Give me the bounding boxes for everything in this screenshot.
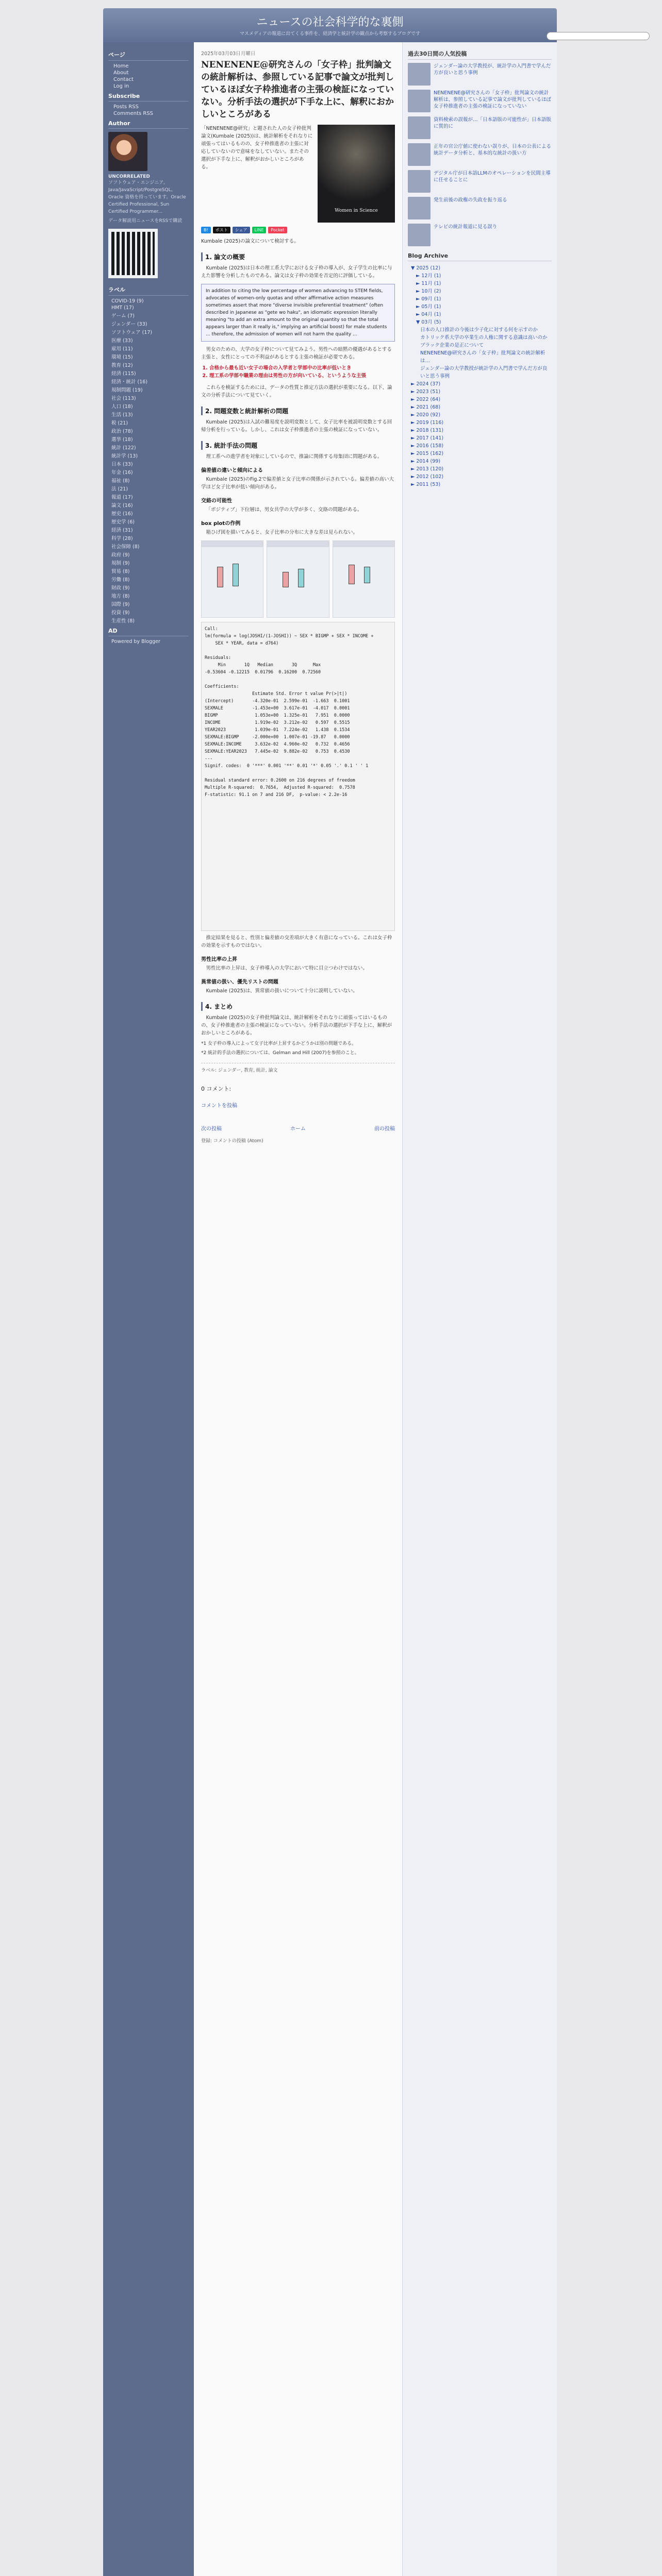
box-plot-box bbox=[364, 567, 370, 583]
home-link[interactable]: ホーム bbox=[290, 1126, 306, 1132]
subheading-2-paragraph: 「ポジティブ」下位層は、男女共学の大学が多く、交絡の問題がある。 bbox=[206, 507, 362, 513]
regression-output: Call: lm(formula = log(JOSHI/(1-JOSHI)) ~ SEX * BIGMP + SEX * INCOME + SEX * YEAR, data = d764) Residuals: Min 1Q Median 3Q Max -0.53604 -0.12215 0.01796 0.16200 0.72560 Coefficients: Estimate Std. Error t value Pr(>|t|) (Intercept) -4.320e-01 2.599e-01 -1.663 0.1001 SEXMALE -1.453e+00 3.617e-01 -4.017 0.0001 BIGMP 1.053e+00 1.325e-01 7.951 0.0000 INCOME 1.919e-02 3.212e-02 0.597 0.5515 YEAR2023 1.039e-01 7.224e-02 1.438 0.1534 SEXMALE:BIGMP -2.000e+00 1.007e-01 -19.87 0.0000 SEXMALE:INCOME 3.632e-02 4.960e-02 0.732 0.4656 SEXMALE:YEAR2023 7.445e-02 9.882e-02 0.753 0.4530 --- Signif. codes: 0 '***' 0.001 '**' 0.01 '*' 0.05 '.' 0.1 ' ' 1 Residual standard error: 0.2600 on 216 degrees of freedom Multiple R-squared: 0.7654, Adjusted R-squared: 0.7578 F-statistic: 91.1 on 7 and 216 DF, p-value: < 2.2e-16 bbox=[201, 622, 395, 931]
label-link[interactable]: 教育 (12) bbox=[111, 363, 133, 368]
archive-year-link[interactable]: ► 2024 (37) bbox=[411, 381, 441, 387]
popular-post[interactable] bbox=[408, 63, 552, 86]
footnote: *2 統計的手法の選択については、Gelman and Hill (2007)を参照のこと。 bbox=[201, 1050, 359, 1056]
hatena-bookmark-button[interactable]: B! bbox=[201, 227, 211, 233]
popular-post-title[interactable]: ジェンダー論の大学教授が、統計学の入門書で学んだ方が良いと思う事例 bbox=[434, 63, 551, 76]
label-link[interactable]: 人口 (18) bbox=[111, 404, 133, 410]
popular-post-thumbnail[interactable] bbox=[408, 224, 431, 246]
popular-post-thumbnail[interactable] bbox=[408, 116, 431, 139]
popular-post-title[interactable]: デジタル庁が日本語LLMのオペレーションを民間主導に任せることに bbox=[434, 171, 551, 183]
subheading-1-paragraph: Kumbale (2025)のFig.2で偏差値と女子比率の関係が示されている。偏差値の高い大学ほど女子比率が低い傾向がある。 bbox=[201, 477, 394, 490]
label-link[interactable]: 歴史学 (6) bbox=[111, 519, 135, 525]
section-3-paragraph-2: 推定結果を見ると、性別と偏差値の交差項が大きく有意になっている。これは女子枠の効果を示すものではない。 bbox=[201, 935, 392, 948]
archive-year-link[interactable]: ► 2012 (102) bbox=[411, 474, 444, 480]
popular-post[interactable] bbox=[408, 90, 552, 112]
posts-rss-link[interactable]: Posts RSS bbox=[113, 104, 139, 110]
label-link[interactable]: 社会保障 (8) bbox=[111, 544, 140, 550]
popular-post-thumbnail[interactable] bbox=[408, 143, 431, 166]
box-plot-box bbox=[349, 565, 355, 584]
popular-post-thumbnail[interactable] bbox=[408, 170, 431, 193]
label-link[interactable]: 国際 (9) bbox=[111, 602, 130, 607]
section-1-paragraph-2: 男女のための、大学の女子枠について見てみよう。男性への暗黙の優遇があるとする主張と、女性にとっての不利益があるとする主張の検証が必要である。 bbox=[201, 347, 392, 360]
box-plot-panel bbox=[201, 540, 263, 618]
popular-post[interactable] bbox=[408, 224, 552, 246]
hero-image-caption: Women in Science bbox=[335, 208, 378, 213]
popular-post[interactable] bbox=[408, 197, 552, 219]
popular-post-title[interactable]: 資料検索の誤報が…「日本語版の可能性が」日本語版に質的に bbox=[434, 117, 552, 129]
popular-post-thumbnail[interactable] bbox=[408, 90, 431, 112]
post-main bbox=[194, 42, 402, 2576]
label-link[interactable]: 投資 (9) bbox=[111, 610, 130, 616]
pages-heading: ページ bbox=[108, 47, 189, 61]
archive-year-link[interactable]: ► 2019 (116) bbox=[411, 420, 444, 426]
subheading-3: box plotの作例 bbox=[201, 521, 241, 527]
label-link[interactable]: 労働 (8) bbox=[111, 577, 130, 583]
labels-heading: ラベル bbox=[108, 282, 189, 296]
archive-month-link[interactable]: ► 09月 (1) bbox=[416, 296, 441, 302]
label-link[interactable]: 社会 (113) bbox=[111, 396, 136, 401]
label-link[interactable]: 生活 (13) bbox=[111, 412, 133, 418]
subheading-5: 異常値の扱い、優先リストの問題 bbox=[201, 979, 278, 985]
box-plot-box bbox=[233, 564, 239, 586]
popular-post-thumbnail[interactable] bbox=[408, 63, 431, 86]
label-link[interactable]: ジェンダー (33) bbox=[111, 321, 147, 327]
label-link[interactable]: 環境 (15) bbox=[111, 354, 133, 360]
post-comment-link[interactable]: コメントを投稿 bbox=[201, 1103, 237, 1109]
subheading-2: 交絡の可能性 bbox=[201, 498, 232, 504]
section-1-paragraph-3: これらを検証するためには、データの性質と推定方法の選択が重要になる。以下、論文の分析手法について見ていく。 bbox=[201, 385, 392, 398]
search-input[interactable] bbox=[547, 32, 650, 40]
section-4-heading: 4. まとめ bbox=[201, 1002, 395, 1011]
label-link[interactable]: 統計学 (13) bbox=[111, 453, 138, 459]
section-3-paragraph: 理工系への進学者を対象にしているので、推論に関係する母集団に問題がある。 bbox=[206, 454, 383, 460]
post-title[interactable]: NENENENE@研究さんの「女子枠」批判論文の統計解析は、参照している記事で論文が批判しているほぼ女子枠推進者の主張の検証になっていない。分析手法の選択が下手な上に、解釈におかしいところがある bbox=[201, 60, 394, 120]
quote-block: In addition to citing the low percentage of women advancing to STEM fields, advocates of women-only quotas and other affirmative action measures sometimes assert that more "diverse invisible preferential treatment" (often described in Japanese as "gete wo haku", an idiomatic expression literally meaning "to add an extra amount to the original quantity so that the total appears larger than it really is," implying an artificial boost) for male students ... therefore, the admission of women will not harm the quality ... bbox=[201, 284, 395, 342]
label-link[interactable]: 経済 (31) bbox=[111, 528, 133, 533]
label-link[interactable]: 経済 (115) bbox=[111, 371, 136, 377]
archive-year-link[interactable]: ► 2015 (162) bbox=[411, 451, 444, 456]
archive-year-link[interactable]: ► 2022 (64) bbox=[411, 397, 441, 402]
label-link[interactable]: 選挙 (18) bbox=[111, 437, 133, 443]
author-heading: Author bbox=[108, 117, 189, 129]
archive-month-link[interactable]: ► 10月 (2) bbox=[416, 289, 441, 294]
section-1-heading: 1. 論文の概要 bbox=[201, 252, 395, 261]
subheading-3-paragraph: 箱ひげ図を描いてみると、女子比率の分布に大きな差は見られない。 bbox=[206, 530, 358, 535]
popular-post[interactable] bbox=[408, 143, 552, 166]
ad-heading: AD bbox=[108, 624, 189, 636]
qr-caption: データ解説用ニュースをRSSで購読 bbox=[108, 218, 183, 224]
subheading-4-paragraph: 男性比率の上昇は、女子枠導入の大学において特に目立つわけではない。 bbox=[206, 965, 368, 971]
comments-count: 0 コメント: bbox=[201, 1086, 231, 1092]
author-name[interactable]: UNCORRELATED bbox=[108, 174, 150, 179]
box-plot-box bbox=[217, 567, 223, 587]
subheading-5-paragraph: Kumbale (2025)は、異常値の扱いについて十分に説明していない。 bbox=[206, 988, 358, 994]
popular-post-title[interactable]: 発生前後の政権の失政を振り返る bbox=[434, 197, 507, 203]
archive-year-link[interactable]: ► 2011 (53) bbox=[411, 482, 441, 487]
archive-year-link[interactable]: ▼ 2025 (12) bbox=[411, 265, 441, 271]
box-plot-panel bbox=[333, 540, 395, 618]
popular-post[interactable] bbox=[408, 170, 552, 193]
hero-text: 「NENENENE@研究」と題された人の女子枠批判論文(Kumbale (2025))は、統計解析をそれなりに頑張ってはいるものの、女子枠推進者の主張に対応していないので意味をなしていない。またその選択が下手な上に、解釈がおかしいところがある。 bbox=[201, 126, 313, 170]
label-list bbox=[108, 298, 189, 624]
archive-post-link[interactable]: カトリック系大学の卒業生の人権に関する意識は高いのか bbox=[420, 335, 548, 341]
powered-by-blogger[interactable]: Powered by Blogger bbox=[111, 639, 160, 645]
box-plot-panel bbox=[267, 540, 329, 618]
author-bio: ソフトウェア・エンジニア。Java/JavaScript/PostgreSQL。Oracle 資格を持っています。Oracle Certified Professional, Sun Certified Programmer... bbox=[108, 180, 186, 214]
label-link[interactable]: 税 (21) bbox=[111, 420, 128, 426]
subscribe-atom-link[interactable]: 登録: コメントの投稿 (Atom) bbox=[201, 1139, 263, 1144]
label-link[interactable]: 雇用 (11) bbox=[111, 346, 133, 352]
label-link[interactable]: 規制 (9) bbox=[111, 561, 130, 566]
newer-post-link[interactable]: 次の投稿 bbox=[201, 1126, 222, 1132]
label-link[interactable]: 地方 (8) bbox=[111, 594, 130, 599]
footnote: *1 女子枠の導入によって女子比率が上昇するかどうかは別の問題である。 bbox=[201, 1041, 357, 1046]
popular-post[interactable] bbox=[408, 116, 552, 139]
archive-heading: Blog Archive bbox=[408, 250, 552, 261]
pocket-button[interactable]: Pocket bbox=[268, 227, 287, 233]
right-sidebar bbox=[402, 42, 557, 2576]
archive-month-link[interactable]: ► 11月 (1) bbox=[416, 281, 441, 286]
label-link[interactable]: 政府 (9) bbox=[111, 552, 130, 558]
subscribe-heading: Subscribe bbox=[108, 90, 189, 101]
box-plot-figure bbox=[201, 540, 395, 618]
label-link[interactable]: 生産性 (8) bbox=[111, 618, 135, 624]
post-date: 2025年03月03日月曜日 bbox=[201, 51, 256, 57]
facebook-share-button[interactable]: シェア bbox=[233, 227, 250, 233]
claim-item: 2. 理工系の学部や職業の理由は男性の方が向いている、というような主張 bbox=[209, 372, 395, 380]
comments-rss-link[interactable]: Comments RSS bbox=[113, 111, 154, 116]
subheading-4: 男性比率の上昇 bbox=[201, 957, 237, 962]
archive-year-link[interactable]: ► 2016 (158) bbox=[411, 443, 444, 449]
popular-list bbox=[408, 63, 552, 246]
section-4-paragraph: Kumbale (2025)の女子枠批判論文は、統計解析をそれなりに頑張ってはいるものの、女子枠推進者の主張の検証になっていない。分析手法の選択が下手な上に、解釈がおかしいところがある。 bbox=[201, 1015, 392, 1036]
label-link[interactable]: 科学 (28) bbox=[111, 536, 133, 541]
archive-list bbox=[408, 264, 552, 488]
label-link[interactable]: 貿易 (8) bbox=[111, 569, 130, 574]
nav-login[interactable]: Log in bbox=[113, 83, 129, 89]
archive-month-link[interactable]: ► 05月 (1) bbox=[416, 304, 441, 310]
label-link[interactable]: 論文 (16) bbox=[111, 503, 133, 509]
label-link[interactable]: 政治 (78) bbox=[111, 429, 133, 434]
label-link[interactable]: ソフトウェア (17) bbox=[111, 330, 153, 335]
label-link[interactable]: 統計 (122) bbox=[111, 445, 136, 451]
nav-home[interactable]: Home bbox=[113, 63, 129, 69]
label-link[interactable]: 年金 (16) bbox=[111, 470, 133, 476]
popular-post-title[interactable]: 正年の官公庁値に使わない誤りが、日本の公表による統計データ分析と、基本的な統計の扱い方 bbox=[434, 144, 552, 156]
older-post-link[interactable]: 前の投稿 bbox=[374, 1126, 395, 1132]
post-lead: Kumbale (2025)の論文について検討する。 bbox=[201, 239, 299, 244]
line-share-button[interactable]: LINE bbox=[252, 227, 267, 233]
section-3-heading: 3. 統計手法の問題 bbox=[201, 441, 395, 450]
share-buttons bbox=[201, 227, 395, 233]
archive-month-link[interactable]: ▼ 03月 (5) bbox=[416, 319, 441, 325]
post-navigation bbox=[201, 1124, 395, 1132]
author-avatar[interactable] bbox=[108, 132, 147, 171]
popular-post-thumbnail[interactable] bbox=[408, 197, 431, 219]
label-link[interactable]: COVID-19 (9) bbox=[111, 298, 144, 304]
archive-month-link[interactable]: ► 04月 (1) bbox=[416, 312, 441, 317]
nav-about[interactable]: About bbox=[113, 70, 129, 76]
x-post-button[interactable]: ポスト bbox=[213, 227, 230, 233]
archive-year-link[interactable]: ► 2021 (68) bbox=[411, 404, 441, 410]
archive-post-link[interactable]: 日本の人口推計の今後は少子化に対する何を示すのか bbox=[420, 327, 538, 333]
site-header bbox=[103, 8, 557, 42]
label-link[interactable]: 医療 (33) bbox=[111, 338, 133, 344]
archive-year-link[interactable]: ► 2020 (92) bbox=[411, 412, 441, 418]
archive-post-link[interactable]: NENENENE@研究さんの「女子枠」批判論文の統計解析は… bbox=[420, 350, 545, 364]
left-sidebar bbox=[103, 42, 194, 2576]
archive-year-link[interactable]: ► 2023 (51) bbox=[411, 389, 441, 395]
nav-contact[interactable]: Contact bbox=[113, 77, 134, 82]
archive-year-link[interactable]: ► 2017 (141) bbox=[411, 435, 444, 441]
label-link[interactable]: 財政 (9) bbox=[111, 585, 130, 591]
claim-list bbox=[209, 364, 395, 380]
label-link[interactable]: 福祉 (8) bbox=[111, 478, 130, 484]
section-2-heading: 2. 問題変数と統計解析の問題 bbox=[201, 406, 395, 415]
label-link[interactable]: HMT (17) bbox=[111, 305, 134, 311]
label-link[interactable]: 歴史 (16) bbox=[111, 511, 133, 517]
section-1-paragraph: Kumbale (2025)は日本の理工系大学における女子枠の導入が、女子学生の比率に与えた影響を分析したものである。論文は女子枠の効果を否定的に評価している。 bbox=[201, 265, 392, 279]
hero-image bbox=[318, 125, 395, 223]
subheading-1: 偏差値の違いと傾向による bbox=[201, 468, 263, 473]
label-link[interactable]: 法 (21) bbox=[111, 486, 128, 492]
box-plot-box bbox=[283, 572, 289, 587]
label-link[interactable]: 規制問題 (19) bbox=[111, 387, 143, 393]
popular-heading: 過去30日間の人気投稿 bbox=[408, 47, 552, 60]
post-labels[interactable]: ラベル: ジェンダー, 教育, 統計, 論文 bbox=[201, 1063, 395, 1073]
archive-post-link[interactable]: ブラック企業の是正について bbox=[420, 343, 484, 348]
popular-post-title[interactable]: テレビの統計報道に見る誤り bbox=[434, 224, 498, 230]
archive-year-link[interactable]: ► 2014 (99) bbox=[411, 459, 441, 464]
qr-code-icon[interactable] bbox=[108, 229, 158, 278]
archive-year-link[interactable]: ► 2013 (120) bbox=[411, 466, 444, 472]
box-plot-box bbox=[298, 569, 304, 587]
archive-month-link[interactable]: ► 12月 (1) bbox=[416, 273, 441, 279]
section-2-paragraph: Kumbale (2025)は入試の難易度を説明変数として、女子比率を被説明変数とする回帰分析を行っている。しかし、これは女子枠推進者の主張の検証になっていない。 bbox=[201, 419, 392, 433]
label-link[interactable]: ゲーム (7) bbox=[111, 313, 135, 319]
site-description: マスメディアの報道に出てくる事件を、経済学と統計学の観点から考察するブログです bbox=[239, 31, 421, 37]
site-title[interactable]: ニュースの社会科学的な裏側 bbox=[256, 16, 404, 29]
label-link[interactable]: 日本 (33) bbox=[111, 462, 133, 467]
archive-post-link[interactable]: ジェンダー論の大学教授が統計学の入門書で学んだ方が良いと思う事例 bbox=[420, 366, 548, 379]
popular-post-title[interactable]: NENENENE@研究さんの「女子枠」批判論文の統計解析は、参照している記事で論文が批判しているほぼ女子枠推進者の主張の検証になっていない bbox=[434, 90, 552, 109]
claim-item: 1. 合格から最も近い女子の場合の入学者と学部中の比率が低いとき bbox=[209, 364, 395, 372]
label-link[interactable]: 報道 (17) bbox=[111, 495, 133, 500]
label-link[interactable]: 経済・統計 (16) bbox=[111, 379, 148, 385]
archive-year-link[interactable]: ► 2018 (131) bbox=[411, 428, 444, 433]
